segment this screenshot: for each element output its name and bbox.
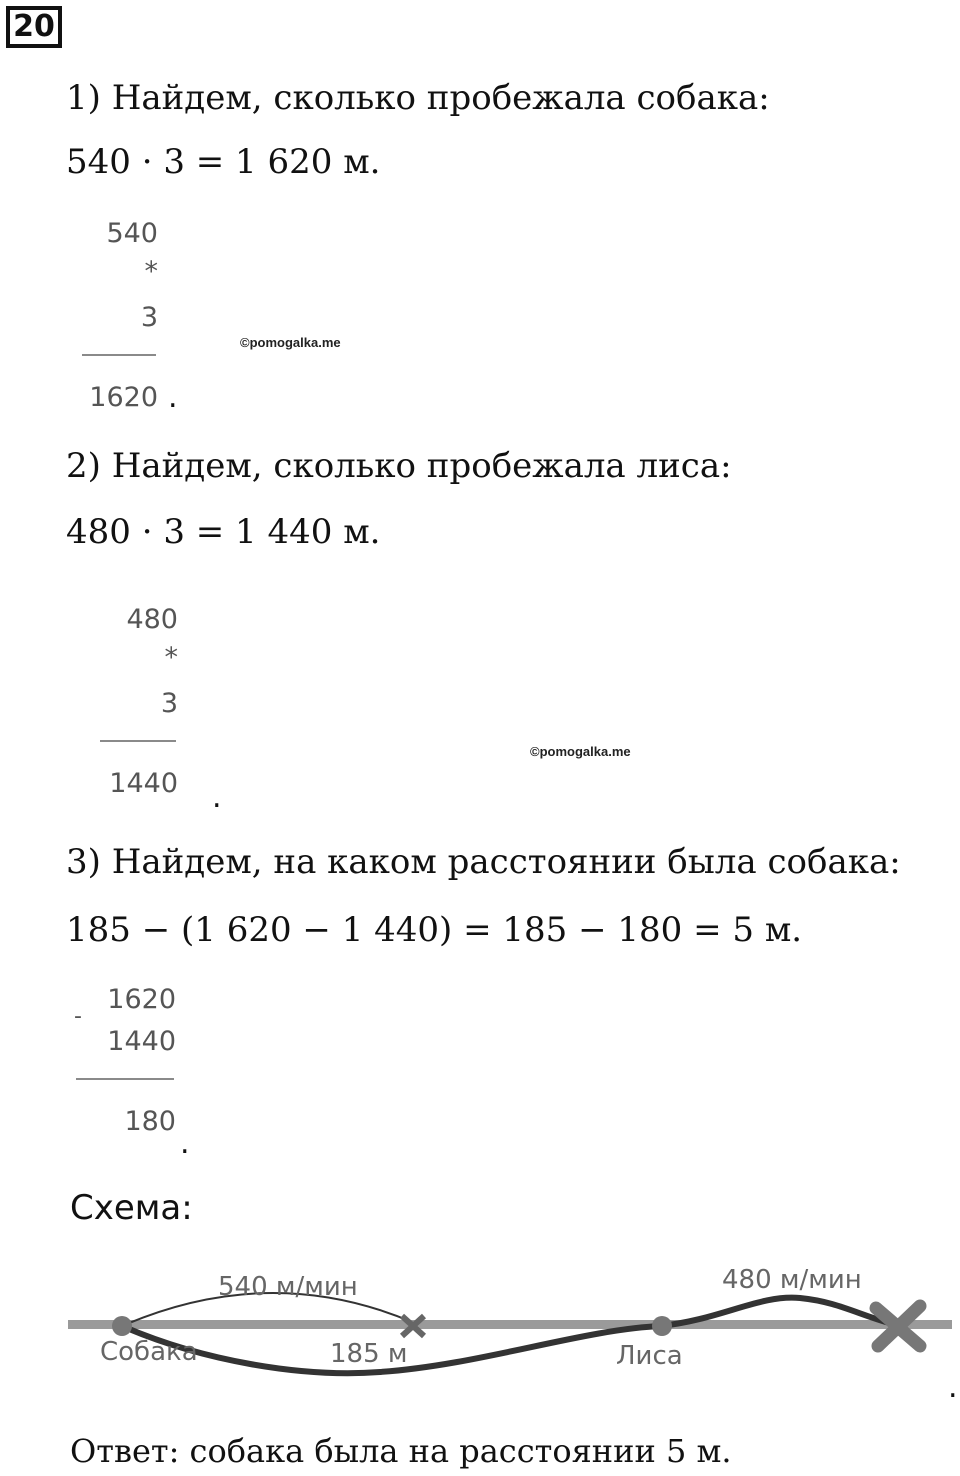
- step1-col-result: 1620: [89, 382, 158, 413]
- watermark-1: ©pomogalka.me: [240, 335, 341, 350]
- step3-equation: 185 − (1 620 − 1 440) = 185 − 180 = 5 м.: [66, 910, 803, 950]
- step1-col-rule: [82, 354, 156, 356]
- step3-col-b: 1440: [107, 1026, 176, 1057]
- step1-col-end: .: [168, 380, 178, 415]
- step2-col-result: 1440: [109, 768, 178, 799]
- step1-col-a: 540: [106, 218, 158, 249]
- dog-label: Собака: [100, 1337, 198, 1367]
- step1-equation: 540 · 3 = 1 620 м.: [66, 142, 381, 182]
- step1-col-b: 3: [140, 302, 158, 333]
- answer: Ответ: собака была на расстоянии 5 м.: [70, 1432, 732, 1470]
- road-line: [68, 1320, 952, 1329]
- task-number: 20: [6, 6, 62, 48]
- step2-col-a: 480: [126, 604, 178, 635]
- step2-title: 2) Найдем, сколько пробежала лиса:: [66, 446, 732, 486]
- step1-title: 1) Найдем, сколько пробежала собака:: [66, 78, 770, 118]
- scheme-title: Схема:: [70, 1188, 193, 1228]
- step3-col-a: 1620: [107, 984, 176, 1015]
- fox-label: Лиса: [616, 1341, 683, 1371]
- watermark-2: ©pomogalka.me: [530, 744, 631, 759]
- scheme-end: .: [948, 1370, 958, 1405]
- step3-col-op: -: [74, 1004, 82, 1029]
- step2-col-b: 3: [160, 688, 178, 719]
- dog-speed-label: 540 м/мин: [218, 1272, 358, 1302]
- distance-label: 185 м: [330, 1339, 408, 1369]
- step3-title: 3) Найдем, на каком расстоянии была собака:: [66, 842, 901, 882]
- step1-col-op: *: [144, 256, 158, 287]
- fox-speed-label: 480 м/мин: [722, 1265, 862, 1295]
- step3-col-rule: [76, 1078, 174, 1080]
- step2-col-end: .: [212, 780, 222, 815]
- step2-equation: 480 · 3 = 1 440 м.: [66, 512, 381, 552]
- step3-col-result: 180: [124, 1106, 176, 1137]
- fox-point: [652, 1316, 672, 1336]
- step3-col-end: .: [180, 1126, 190, 1161]
- step2-col-rule: [100, 740, 176, 742]
- step2-col-op: *: [164, 642, 178, 673]
- dog-point: [112, 1316, 132, 1336]
- scheme-diagram: [0, 1250, 960, 1400]
- run-path: [122, 1298, 900, 1374]
